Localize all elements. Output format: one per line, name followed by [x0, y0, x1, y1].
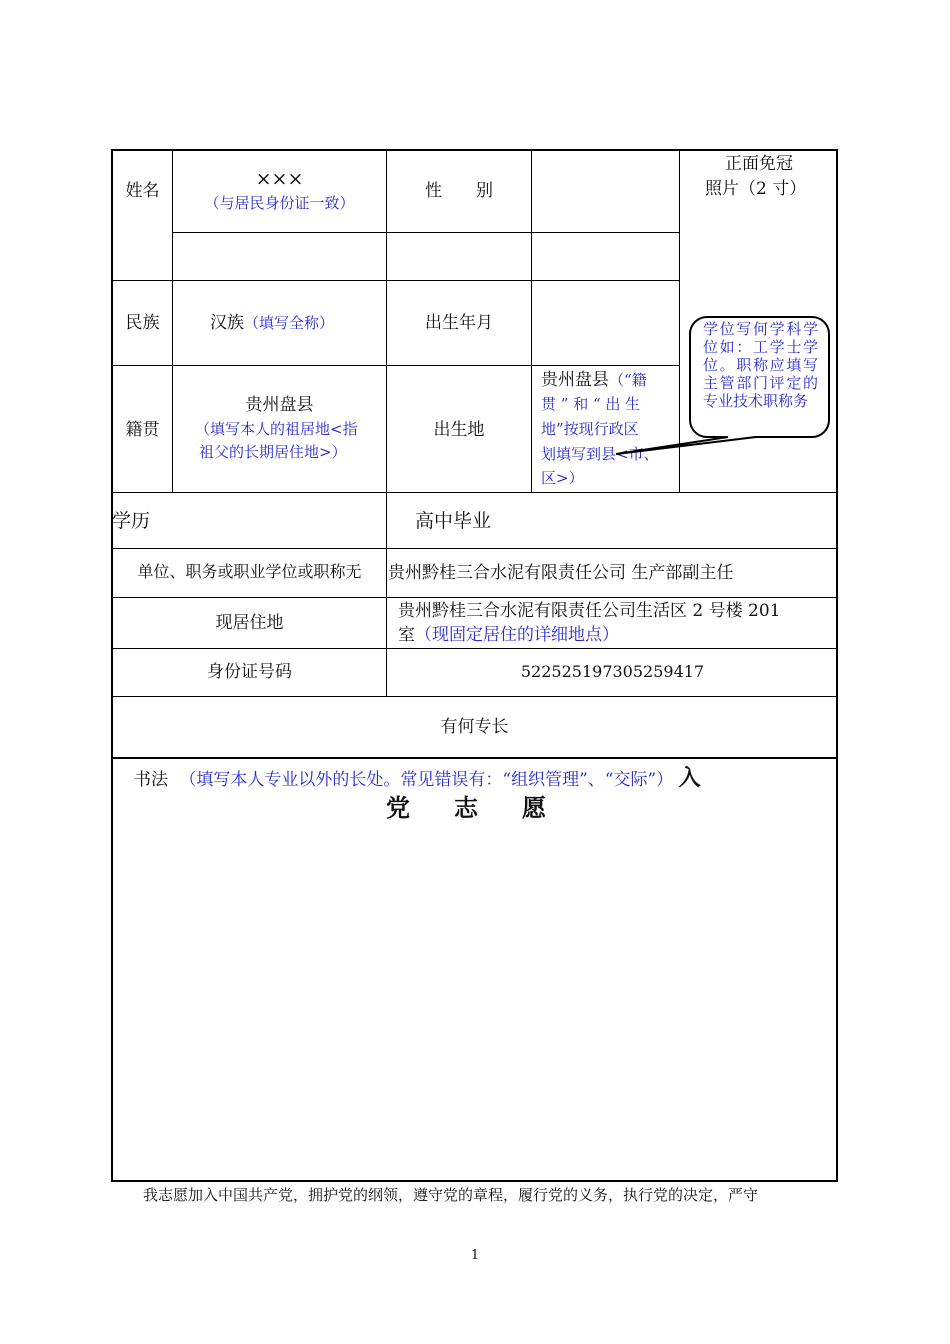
id-number-label: 身份证号码	[207, 662, 292, 682]
education-label: 学历	[112, 510, 151, 532]
application-heading: 党志愿	[386, 793, 590, 822]
native-place-value: 贵州盘县	[245, 395, 314, 415]
birthdate-label: 出生年月	[425, 313, 493, 333]
birthplace-note-3: 地”按现行政区	[541, 420, 639, 438]
ethnicity-label: 民族	[125, 313, 160, 333]
address-note: （现固定居住的详细地点）	[415, 625, 619, 645]
birthplace-note: （“籍	[609, 371, 647, 389]
callout-note: 学位写何学科学位如：工学士学位。职称应填写主管部门评定的专业技术职称务	[689, 316, 830, 438]
specialty-note: （填写本人专业以外的长处。常见错误有：“组织管理”、“交际”）	[179, 770, 674, 790]
unit-value: 贵州黔桂三合水泥有限责任公司 生产部副主任	[388, 563, 734, 583]
gender-label: 性 别	[425, 181, 493, 201]
native-place-label: 籍贯	[125, 420, 160, 440]
address-value: 贵州黔桂三合水泥有限责任公司生活区 2 号楼 201	[398, 601, 781, 621]
name-note: （与居民身份证一致）	[204, 194, 355, 212]
ethnicity-note: （填写全称）	[244, 314, 335, 332]
name-label: 姓名	[125, 181, 160, 201]
birthplace-note-4: 划填写到县<市、	[541, 445, 659, 463]
unit-label: 单位、职务或职业学位或职称无	[137, 562, 362, 581]
birthplace-value: 贵州盘县	[541, 370, 609, 390]
native-place-note-2: 祖父的长期居住地>）	[199, 443, 347, 461]
specialty-label: 有何专长	[440, 717, 509, 737]
birthplace-note-5: 区>）	[541, 469, 584, 487]
address-label: 现居住地	[215, 613, 284, 633]
heading-char: 入	[678, 765, 701, 791]
statement-text: 我志愿加入中国共产党，拥护党的纲领，遵守党的章程，履行党的义务，执行党的决定，严守	[143, 1186, 759, 1204]
education-value: 高中毕业	[415, 510, 492, 532]
ethnicity-value: 汉族	[210, 313, 244, 333]
page-number: 1	[470, 1248, 480, 1263]
specialty-value: 书法	[134, 770, 168, 790]
name-value: ×××	[255, 168, 304, 190]
birthplace-note-2: 贯 ” 和 “ 出 生	[541, 395, 641, 413]
birthplace-label: 出生地	[433, 420, 485, 440]
photo-size-label: 照片（2 寸）	[705, 179, 807, 199]
photo-label: 正面免冠	[725, 154, 793, 174]
address-value-2: 室	[398, 625, 415, 645]
native-place-note: （填写本人的祖居地<指	[195, 420, 358, 438]
id-number-value: 522525197305259417	[520, 662, 705, 681]
